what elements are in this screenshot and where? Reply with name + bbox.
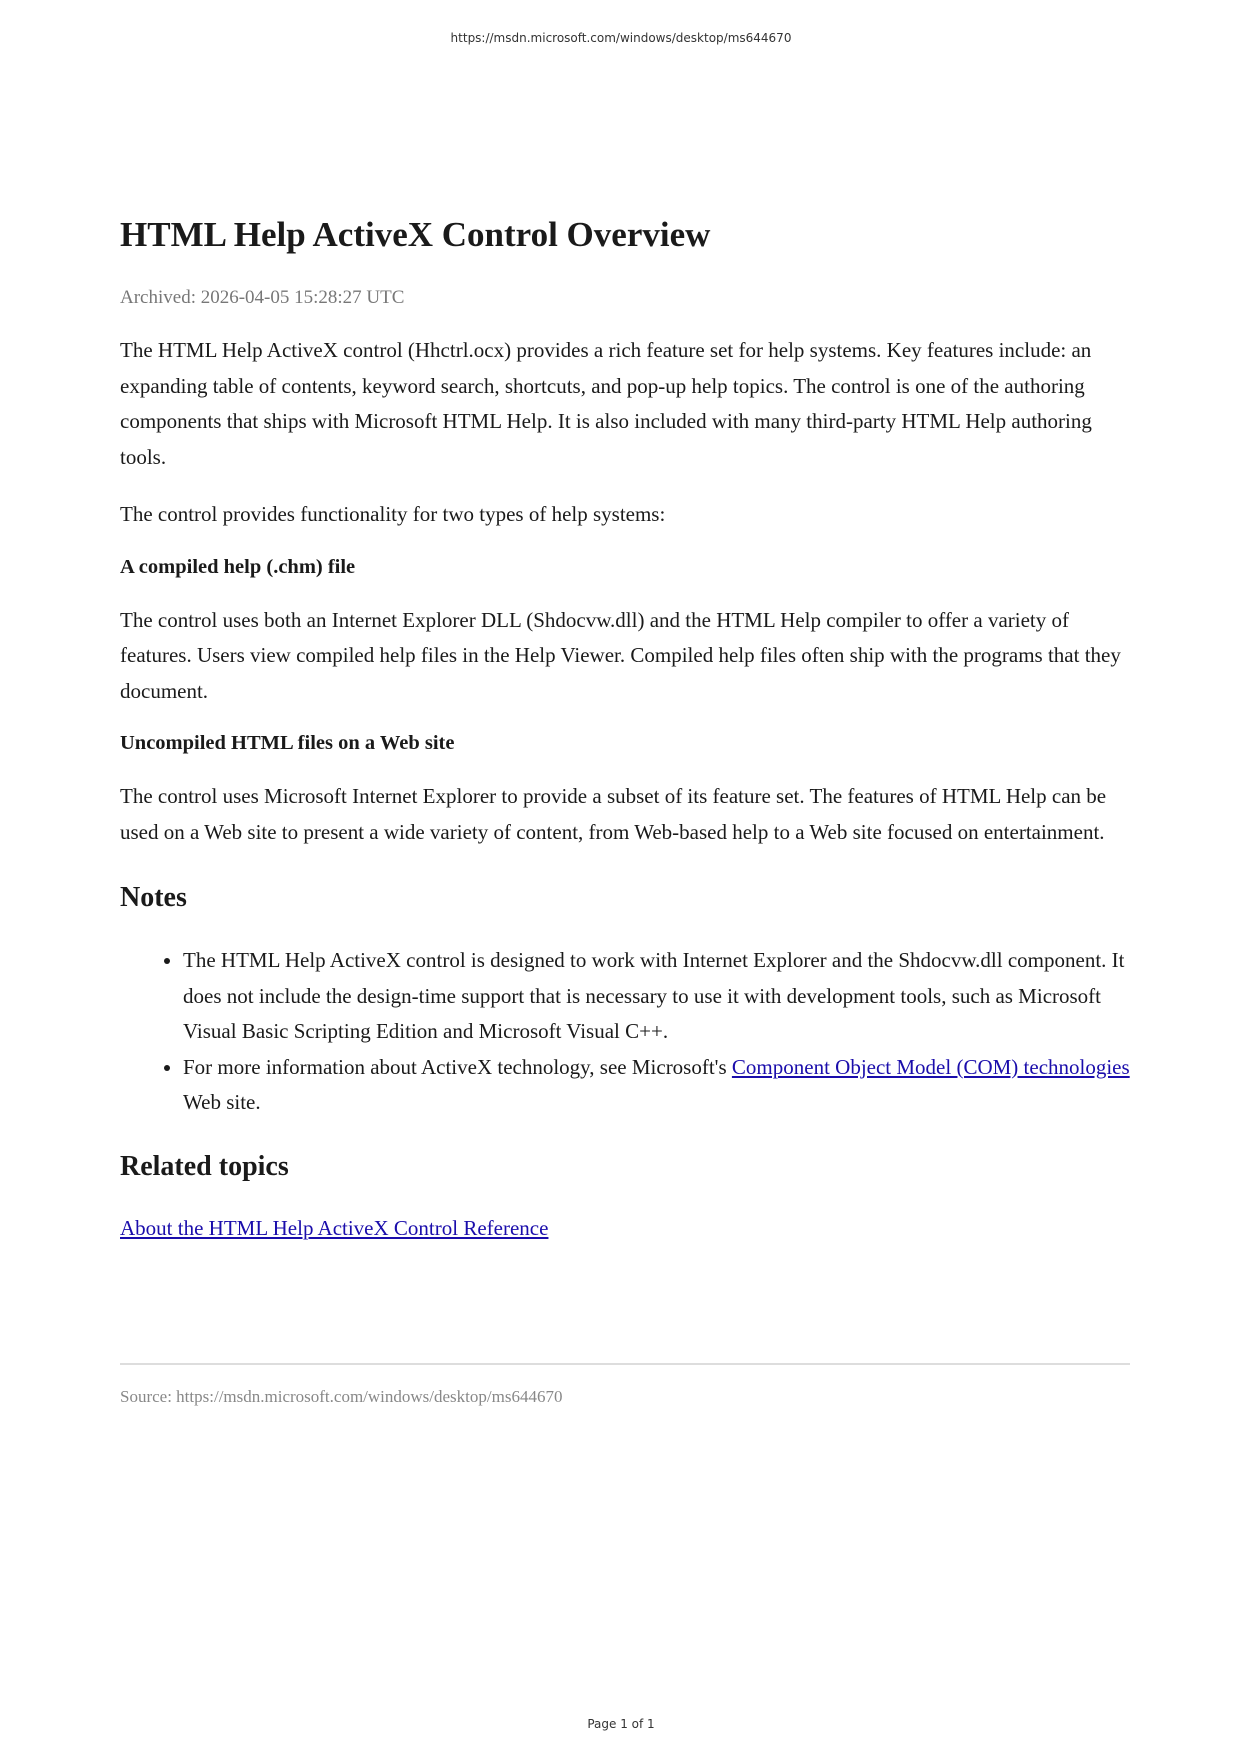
intro-paragraph: The HTML Help ActiveX control (Hhctrl.ocx) provides a rich feature set for help systems. Key features include: an expanding table of contents, keyword search, shortcuts, and pop-up help topics. The control is one of the authoring components that ships with Microsoft HTML Help. It is also included with many third-party HTML Help authoring tools. — [120, 338, 1092, 469]
com-technologies-link[interactable]: Component Object Model (COM) technologies — [731, 1054, 1130, 1079]
footer-divider — [120, 1363, 1130, 1365]
note-text-prefix: For more information about ActiveX technology, see Microsoft's — [183, 1054, 732, 1079]
archived-timestamp: Archived: 2026-04-05 15:28:27 UTC — [120, 287, 405, 308]
notes-list-item — [183, 943, 1130, 1050]
page-title: HTML Help ActiveX Control Overview — [120, 215, 711, 254]
related-topics-heading: Related topics — [120, 1150, 289, 1182]
chm-subheading: A compiled help (.chm) file — [120, 555, 356, 578]
note-text: The HTML Help ActiveX control is designed to work with Internet Explorer and the Shdocvw.dll component. It does not include the design-time support that is necessary to use it with development tools, such as Microsoft Visual Basic Scripting Edition and Microsoft Visual C++. — [183, 948, 1125, 1043]
page-number: Page 1 of 1 — [587, 1717, 655, 1731]
related-topics-list — [120, 1214, 1130, 1242]
note-text-suffix: Web site. — [183, 1090, 261, 1114]
page-header-url: https://msdn.microsoft.com/windows/desktop/ms644670 — [450, 31, 792, 45]
source-url: Source: https://msdn.microsoft.com/windows/desktop/ms644670 — [120, 1387, 563, 1406]
notes-list — [120, 943, 1130, 1121]
types-intro-paragraph: The control provides functionality for two types of help systems: — [120, 502, 666, 526]
article-content — [120, 213, 1130, 1242]
notes-list-item — [183, 1050, 1130, 1121]
web-paragraph: The control uses Microsoft Internet Explorer to provide a subset of its feature set. The features of HTML Help can be used on a Web site to present a wide variety of content, from Web-based help to a Web site focused on entertainment. — [120, 784, 1107, 844]
notes-heading: Notes — [120, 882, 187, 913]
web-subheading: Uncompiled HTML files on a Web site — [120, 732, 455, 754]
chm-paragraph: The control uses both an Internet Explorer DLL (Shdocvw.dll) and the HTML Help compiler to offer a variety of features. Users view compiled help files in the Help Viewer. Compiled help files often ship with the programs that they document. — [120, 607, 1121, 703]
related-topic-link[interactable]: About the HTML Help ActiveX Control Reference — [120, 1215, 549, 1240]
